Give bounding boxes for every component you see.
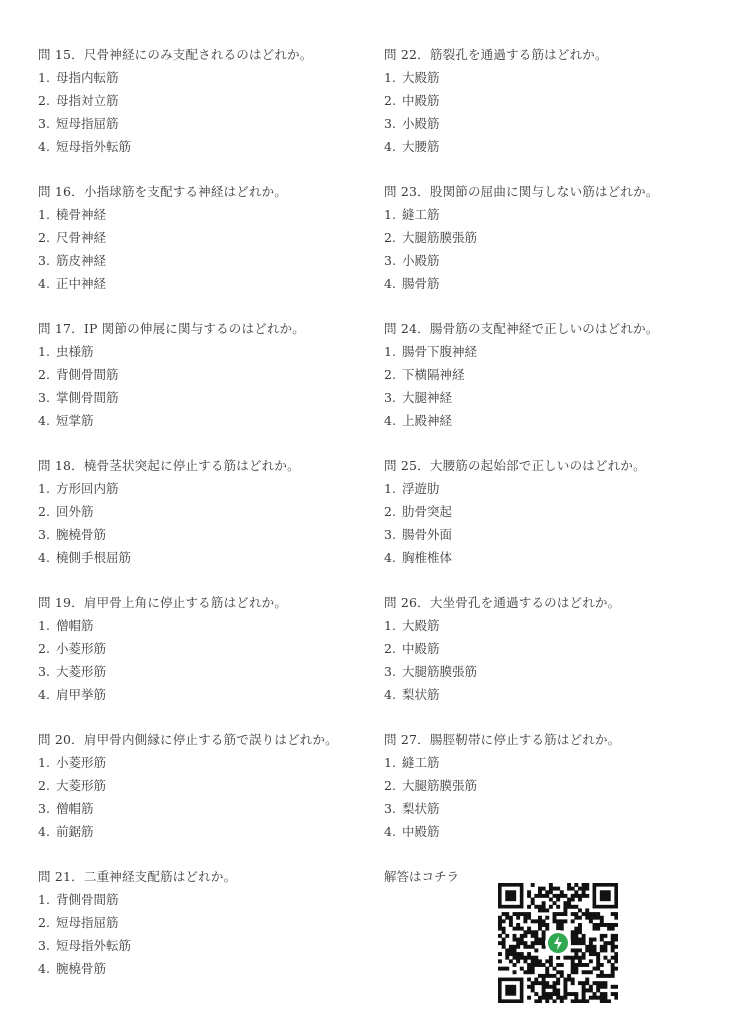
option-item: 2. 大菱形筋 [38, 778, 107, 793]
option-item: 1. 方形回内筋 [38, 481, 119, 496]
option-item: 3. 短母指外転筋 [38, 938, 132, 953]
option-item: 3. 腸骨外面 [384, 527, 453, 542]
option-item: 4. 肩甲挙筋 [38, 687, 107, 702]
option-item: 3. 小殿筋 [384, 116, 440, 131]
option-item: 1. 縫工筋 [384, 207, 440, 222]
option-item: 2. 中殿筋 [384, 93, 440, 108]
question-23 [384, 180, 724, 317]
badge-inner [548, 933, 568, 953]
option-item: 2. 大腿筋膜張筋 [384, 230, 478, 245]
question-26 [384, 591, 724, 728]
option-item: 4. 大腰筋 [384, 139, 440, 154]
question-21 [38, 865, 378, 1002]
question-22 [384, 43, 724, 180]
question-title: 問 19．肩甲骨上角に停止する筋はどれか。 [38, 595, 288, 610]
option-item: 4. 短母指外転筋 [38, 139, 132, 154]
option-item: 4. 胸椎椎体 [384, 550, 453, 565]
option-item: 1. 母指内転筋 [38, 70, 119, 85]
question-16 [38, 180, 378, 317]
option-item: 4. 中殿筋 [384, 824, 440, 839]
option-item: 3. 腕橈骨筋 [38, 527, 107, 542]
option-item: 3. 大腿神経 [384, 390, 453, 405]
question-title: 問 15．尺骨神経にのみ支配されるのはどれか。 [38, 47, 313, 62]
question-25 [384, 454, 724, 591]
option-item: 4. 正中神経 [38, 276, 107, 291]
option-item: 2. 短母指屈筋 [38, 915, 119, 930]
option-item: 3. 梨状筋 [384, 801, 440, 816]
question-20 [38, 728, 378, 865]
option-item: 1. 大殿筋 [384, 618, 440, 633]
question-title: 問 18．橈骨茎状突起に停止する筋はどれか。 [38, 458, 300, 473]
option-item: 4. 橈側手根屈筋 [38, 550, 132, 565]
question-title: 問 16．小指球筋を支配する神経はどれか。 [38, 184, 288, 199]
option-item: 2. 肋骨突起 [384, 504, 453, 519]
question-title: 問 21．二重神経支配筋はどれか。 [38, 869, 237, 884]
option-item: 2. 中殿筋 [384, 641, 440, 656]
question-title: 問 24．腸骨筋の支配神経で正しいのはどれか。 [384, 321, 659, 336]
option-item: 1. 小菱形筋 [38, 755, 107, 770]
question-15 [38, 43, 378, 180]
answer-label: 解答はコチラ [384, 869, 460, 884]
option-item: 4. 短掌筋 [38, 413, 94, 428]
option-item: 3. 大腿筋膜張筋 [384, 664, 478, 679]
option-item: 3. 僧帽筋 [38, 801, 94, 816]
question-title: 問 23．股関節の屈曲に関与しない筋はどれか。 [384, 184, 659, 199]
option-item: 4. 腕橈骨筋 [38, 961, 107, 976]
question-title: 問 20．肩甲骨内側縁に停止する筋で誤りはどれか。 [38, 732, 338, 747]
question-title: 問 22．筋裂孔を通過する筋はどれか。 [384, 47, 608, 62]
question-17 [38, 317, 378, 454]
option-item: 2. 大腿筋膜張筋 [384, 778, 478, 793]
option-item: 1. 虫様筋 [38, 344, 94, 359]
left-question-column [38, 43, 378, 1002]
question-title: 問 25．大腰筋の起始部で正しいのはどれか。 [384, 458, 646, 473]
option-item: 1. 腸骨下腹神経 [384, 344, 478, 359]
option-item: 2. 母指対立筋 [38, 93, 119, 108]
option-item: 3. 小殿筋 [384, 253, 440, 268]
option-item: 3. 大菱形筋 [38, 664, 107, 679]
question-27 [384, 728, 724, 865]
option-item: 1. 浮遊肋 [384, 481, 440, 496]
option-item: 1. 縫工筋 [384, 755, 440, 770]
option-item: 2. 背側骨間筋 [38, 367, 119, 382]
qr-code-icon[interactable] [498, 883, 618, 1003]
option-item: 2. 小菱形筋 [38, 641, 107, 656]
option-item: 2. 尺骨神経 [38, 230, 107, 245]
option-item: 3. 掌側骨間筋 [38, 390, 119, 405]
question-24 [384, 317, 724, 454]
question-title: 問 27．腸脛靭帯に停止する筋はどれか。 [384, 732, 621, 747]
question-title: 問 26．大坐骨孔を通過するのはどれか。 [384, 595, 621, 610]
option-item: 1. 橈骨神経 [38, 207, 107, 222]
option-item: 1. 背側骨間筋 [38, 892, 119, 907]
option-item: 1. 大殿筋 [384, 70, 440, 85]
option-item: 4. 腸骨筋 [384, 276, 440, 291]
right-question-column [384, 43, 724, 888]
option-item: 1. 僧帽筋 [38, 618, 94, 633]
badge-icon [545, 930, 571, 956]
option-item: 4. 前鋸筋 [38, 824, 94, 839]
option-item: 3. 短母指屈筋 [38, 116, 119, 131]
question-title: 問 17．IP 関節の伸展に関与するのはどれか。 [38, 321, 306, 336]
option-item: 2. 下横隔神経 [384, 367, 465, 382]
answer-block [384, 865, 724, 888]
option-item: 4. 梨状筋 [384, 687, 440, 702]
lightning-icon [548, 933, 568, 953]
option-item: 3. 筋皮神経 [38, 253, 107, 268]
option-item: 4. 上殿神経 [384, 413, 453, 428]
question-18 [38, 454, 378, 591]
question-19 [38, 591, 378, 728]
option-item: 2. 回外筋 [38, 504, 94, 519]
